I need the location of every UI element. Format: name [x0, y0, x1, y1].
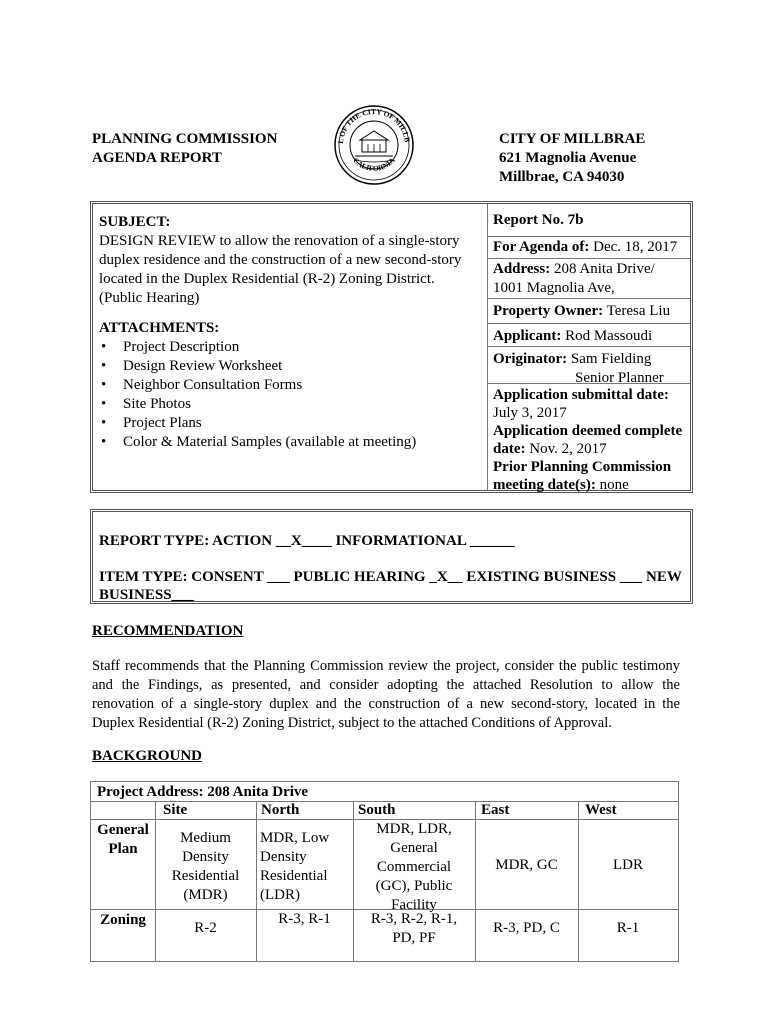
row-label-line: General: [97, 822, 149, 838]
attachments-label: ATTACHMENTS:: [99, 320, 220, 336]
subject-info-box: [90, 201, 693, 493]
cell-line: Density: [182, 849, 229, 865]
cell-line: Residential: [260, 868, 328, 884]
submittal-label: Application submittal date:: [493, 387, 669, 403]
cell-line: PD, PF: [392, 930, 436, 946]
dates-cell: [488, 386, 690, 494]
originator-value-1: Sam Fielding: [570, 351, 652, 367]
item-type-line: ITEM TYPE: CONSENT ___ PUBLIC HEARING _X__ EXISTING BUSINESS ___ NEW: [99, 569, 682, 585]
cell-line: Facility: [391, 897, 437, 913]
address-cell: [488, 259, 690, 299]
background-table: [90, 781, 679, 962]
gp-site: [155, 829, 256, 905]
seal-bottom-text: CALIFORNIA: [351, 155, 397, 173]
owner-cell: [488, 299, 690, 324]
recommendation-line: Staff recommends that the Planning Commission review the project, consider the public testimony: [92, 658, 680, 674]
cell-line: Medium: [180, 830, 231, 846]
cell-line: Residential: [171, 868, 240, 884]
originator-label: Originator:: [493, 351, 568, 367]
zoning-south: [353, 910, 475, 948]
submittal-value: July 3, 2017: [493, 405, 567, 421]
report-title-line2: AGENDA REPORT: [92, 150, 222, 166]
cell-line: (LDR): [260, 887, 300, 903]
subject-line: DESIGN REVIEW to allow the renovation of a single-story: [99, 233, 460, 249]
owner-value: Teresa Liu: [606, 303, 671, 319]
owner-label: Property Owner:: [493, 303, 604, 319]
grid-line: [91, 801, 678, 802]
background-heading: BACKGROUND: [92, 748, 203, 764]
cell-line: R-3, R-2, R-1,: [370, 911, 458, 927]
zoning-site: R-2: [194, 920, 217, 936]
gp-south: [353, 820, 475, 915]
svg-text:SEAL OF THE CITY OF MILLBRAE: [333, 104, 412, 144]
address-label: Address:: [493, 261, 551, 277]
row-label-zoning: Zoning: [100, 912, 146, 928]
applicant-label: Applicant:: [493, 328, 562, 344]
attachment-item: • Site Photos: [123, 395, 481, 414]
city-zip: Millbrae, CA 94030: [499, 169, 625, 185]
city-name: CITY OF MILLBRAE: [499, 131, 646, 147]
report-number-value: 7b: [567, 212, 584, 228]
project-address: Project Address: 208 Anita Drive: [97, 784, 309, 800]
subject-label: SUBJECT:: [99, 214, 171, 230]
row-label-general-plan: [91, 821, 155, 859]
cell-line: MDR, LDR,: [376, 821, 452, 837]
col-header-west: West: [585, 802, 617, 818]
zoning-west: R-1: [616, 920, 640, 936]
report-number-cell: [488, 204, 690, 237]
seal-top-text: L OF THE CITY OF MILLB: [335, 106, 412, 145]
svg-text:CALIFORNIA: [351, 155, 397, 173]
report-number-label: Report No.: [493, 212, 564, 228]
address-value-1: 208 Anita Drive/: [553, 261, 655, 277]
originator-value-2: Senior Planner: [575, 370, 664, 386]
report-title: [92, 130, 277, 168]
recommendation-line: renovation of a single-story duplex and the construction of a new second-story, located in the: [92, 696, 680, 712]
col-header-east: East: [481, 802, 510, 818]
complete-label-2: date:: [493, 441, 526, 457]
city-street: 621 Magnolia Avenue: [499, 150, 637, 166]
attachment-item: • Project Plans: [123, 414, 481, 433]
cell-line: (MDR): [183, 887, 228, 903]
zoning-east: R-3, PD, C: [493, 920, 560, 936]
subject-block: [99, 213, 481, 308]
zoning-north: R-3, R-1: [278, 911, 331, 927]
prior-label-1: Prior Planning Commission: [493, 459, 672, 475]
recommendation-text: [92, 657, 680, 733]
col-header-site: Site: [163, 802, 188, 818]
complete-value: Nov. 2, 2017: [529, 441, 607, 457]
city-seal: [333, 104, 415, 186]
recommendation-line: Duplex Residential (R-2) Zoning District, subject to the attached Conditions of Approval.: [92, 715, 612, 731]
complete-label-1: Application deemed complete: [493, 423, 683, 439]
subject-line: located in the Duplex Residential (R-2) Zoning District.: [99, 271, 435, 287]
row-label-line: Plan: [108, 841, 138, 857]
report-type-box: [90, 509, 693, 604]
recommendation-heading: RECOMMENDATION: [92, 623, 244, 639]
gp-north: [260, 829, 354, 905]
grid-line: [256, 801, 257, 961]
report-title-line1: PLANNING COMMISSION: [92, 131, 278, 147]
agenda-date-cell: [488, 237, 690, 259]
subject-line: duplex residence and the construction of a new second-story: [99, 252, 462, 268]
gp-east: MDR, GC: [495, 857, 558, 873]
gp-west: LDR: [613, 857, 643, 873]
attachment-item: • Color & Material Samples (available at meeting): [123, 433, 481, 452]
attachment-item: • Project Description: [123, 338, 481, 357]
subject-line: (Public Hearing): [99, 290, 200, 306]
applicant-cell: [488, 324, 690, 347]
address-value-2: 1001 Magnolia Ave,: [493, 280, 615, 296]
applicant-value: Rod Massoudi: [565, 328, 653, 344]
originator-cell: [488, 347, 690, 384]
cell-line: (GC), Public: [375, 878, 453, 894]
prior-label-2: meeting date(s):: [493, 477, 596, 493]
agenda-date-value: Dec. 18, 2017: [593, 239, 678, 255]
cell-line: MDR, Low: [260, 830, 330, 846]
city-address: [499, 130, 645, 187]
attachment-item: • Neighbor Consultation Forms: [123, 376, 481, 395]
cell-line: Commercial: [376, 859, 452, 875]
recommendation-line: and the Findings, as presented, and consider adopting the attached Resolution to allow the: [92, 677, 680, 693]
col-header-north: North: [261, 802, 300, 818]
cell-line: Density: [260, 849, 307, 865]
attachments-list: [99, 338, 481, 452]
cell-line: General: [390, 840, 438, 856]
prior-value: none: [599, 477, 629, 493]
report-type-line: REPORT TYPE: ACTION __X____ INFORMATIONAL ______: [99, 533, 515, 549]
city-seal-icon: [333, 104, 415, 186]
attachment-item: • Design Review Worksheet: [123, 357, 481, 376]
col-header-south: South: [358, 802, 396, 818]
attachments-block: [99, 319, 481, 452]
agenda-date-label: For Agenda of:: [493, 239, 590, 255]
item-type-line-2: BUSINESS___: [99, 587, 195, 603]
